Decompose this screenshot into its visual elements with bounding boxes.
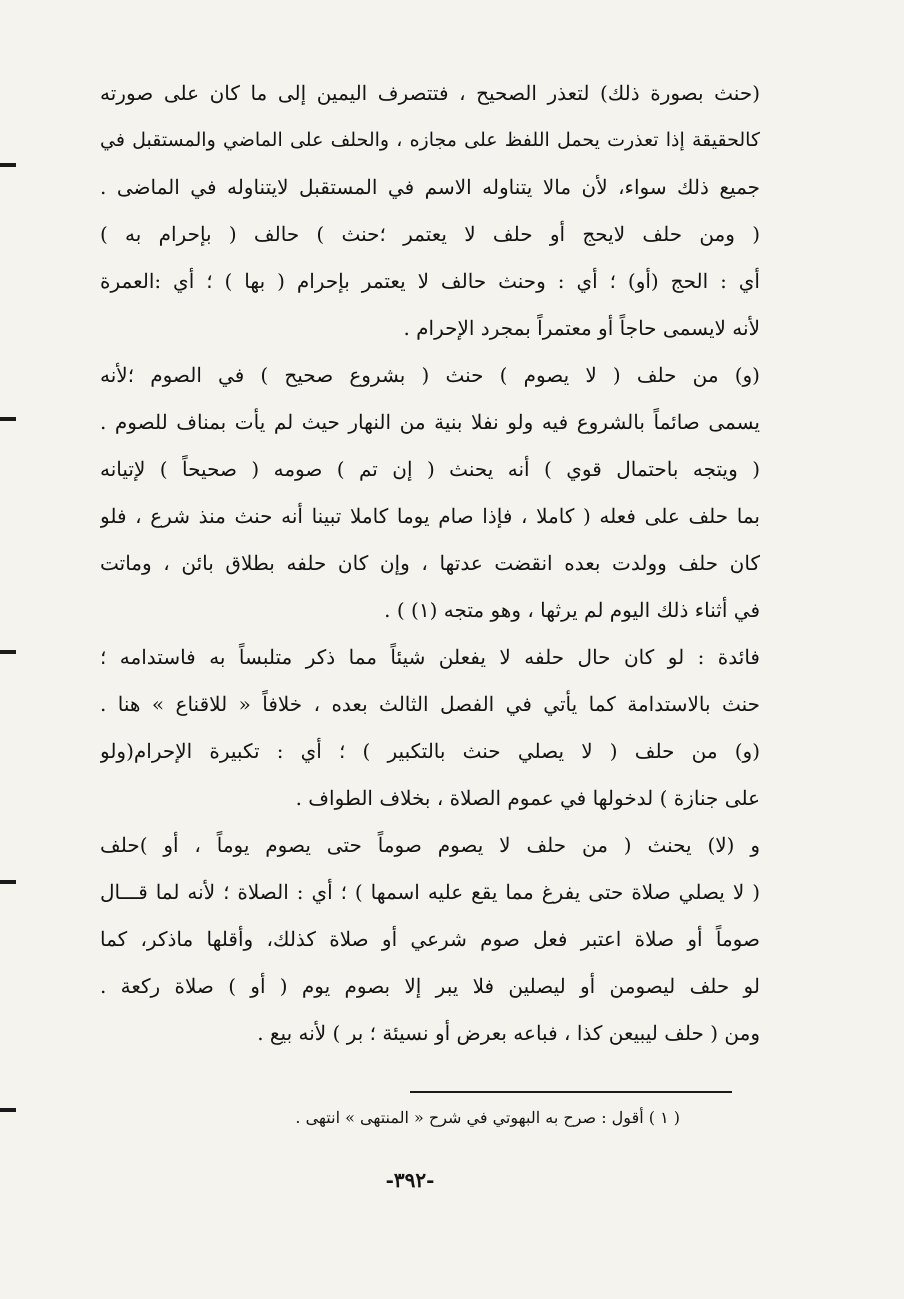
text-line-5: أي : الحج (أو) ؛ أي : وحنث حالف لا يعتمر بإحرام ( بها ) ؛ أي :العمرة (100, 269, 760, 293)
text-line-17: و (لا) يحنث ( من حلف لا يصوم صوماً حتى يصوم يوماً ، أو )حلف (100, 833, 760, 857)
main-text (100, 70, 760, 1057)
text-line-7: (و) من حلف ( لا يصوم ) حنث ( بشروع صحيح ) في الصوم ؛لأنه (100, 363, 760, 387)
binding-mark (0, 417, 16, 421)
text-line-12: في أثناء ذلك اليوم لم يرثها ، وهو متجه (١) ) . (384, 598, 760, 622)
text-line-1: (حنث بصورة ذلك) لتعذر الصحيح ، فتتصرف اليمين إلى ما كان على صورته (100, 81, 760, 105)
text-line-16: على جنازة ) لدخولها في عموم الصلاة ، بخلاف الطواف . (295, 786, 760, 810)
text-line-14: حنث بالاستدامة كما يأتي في الفصل الثالث بعده ، خلافاً « للاقناع » هنا . (100, 692, 760, 716)
text-line-15: (و) من حلف ( لا يصلي حنث بالتكبير ) ؛ أي : تكبيرة الإحرام(ولو (100, 739, 760, 763)
text-line-13: فائدة : لو كان حال حلفه لا يفعلن شيئاً مما ذكر متلبساً به فاستدامه ؛ (100, 645, 760, 669)
binding-mark (0, 1108, 16, 1112)
text-line-21: ومن ( حلف ليبيعن كذا ، فباعه بعرض أو نسيئة ؛ بر ) لأنه بيع . (257, 1021, 760, 1045)
text-line-18: ( لا يصلي صلاة حتى يفرغ مما يقع عليه اسمها ) ؛ أي : الصلاة ؛ لأنه لما قـــال (100, 880, 760, 904)
text-line-20: لو حلف ليصومن أو ليصلين فلا يبر إلا بصوم يوم ( أو ) صلاة ركعة . (100, 974, 760, 998)
text-line-19: صوماً أو صلاة اعتبر فعل صوم شرعي أو صلاة كذلك، وأقلها ماذكر، كما (100, 927, 760, 951)
text-line-9: ( ويتجه باحتمال قوي ) أنه يحنث ( إن تم ) صومه ( صحيحاً ) لإتيانه (100, 457, 760, 481)
binding-mark (0, 163, 16, 167)
text-line-8: يسمى صائماً بالشروع فيه ولو نفلا بنية من النهار حيث لم يأت بمناف للصوم . (100, 410, 760, 434)
text-line-6: لأنه لايسمى حاجاً أو معتمراً بمجرد الإحرام . (403, 316, 760, 340)
footnote-divider (410, 1091, 732, 1093)
text-line-2: كالحقيقة إذا تعذرت يحمل اللفظ على مجازه ، والحلف على الماضي والمستقبل في (100, 129, 760, 151)
text-line-3: جميع ذلك سواء، لأن مالا يتناوله الاسم في المستقبل لايتناوله في الماضى . (100, 175, 760, 199)
text-line-11: كان حلف وولدت بعده انقضت عدتها ، وإن كان حلفه بطلاق بائن ، وماتت (100, 551, 760, 575)
text-line-10: بما حلف على فعله ( كاملا ، فإذا صام يوما كاملا تبينا أنه حنث منذ شرع ، فلو (100, 504, 760, 528)
footnote: ( ١ ) أقول : صرح به البهوتي في شرح « المنتهى » انتهى . (295, 1108, 680, 1127)
binding-mark (0, 880, 16, 884)
binding-mark (0, 650, 16, 654)
text-line-4: ( ومن حلف لايحج أو حلف لا يعتمر ؛حنث ) حالف ( بإحرام به ) (100, 222, 760, 246)
page-number: -٣٩٢- (385, 1168, 435, 1192)
